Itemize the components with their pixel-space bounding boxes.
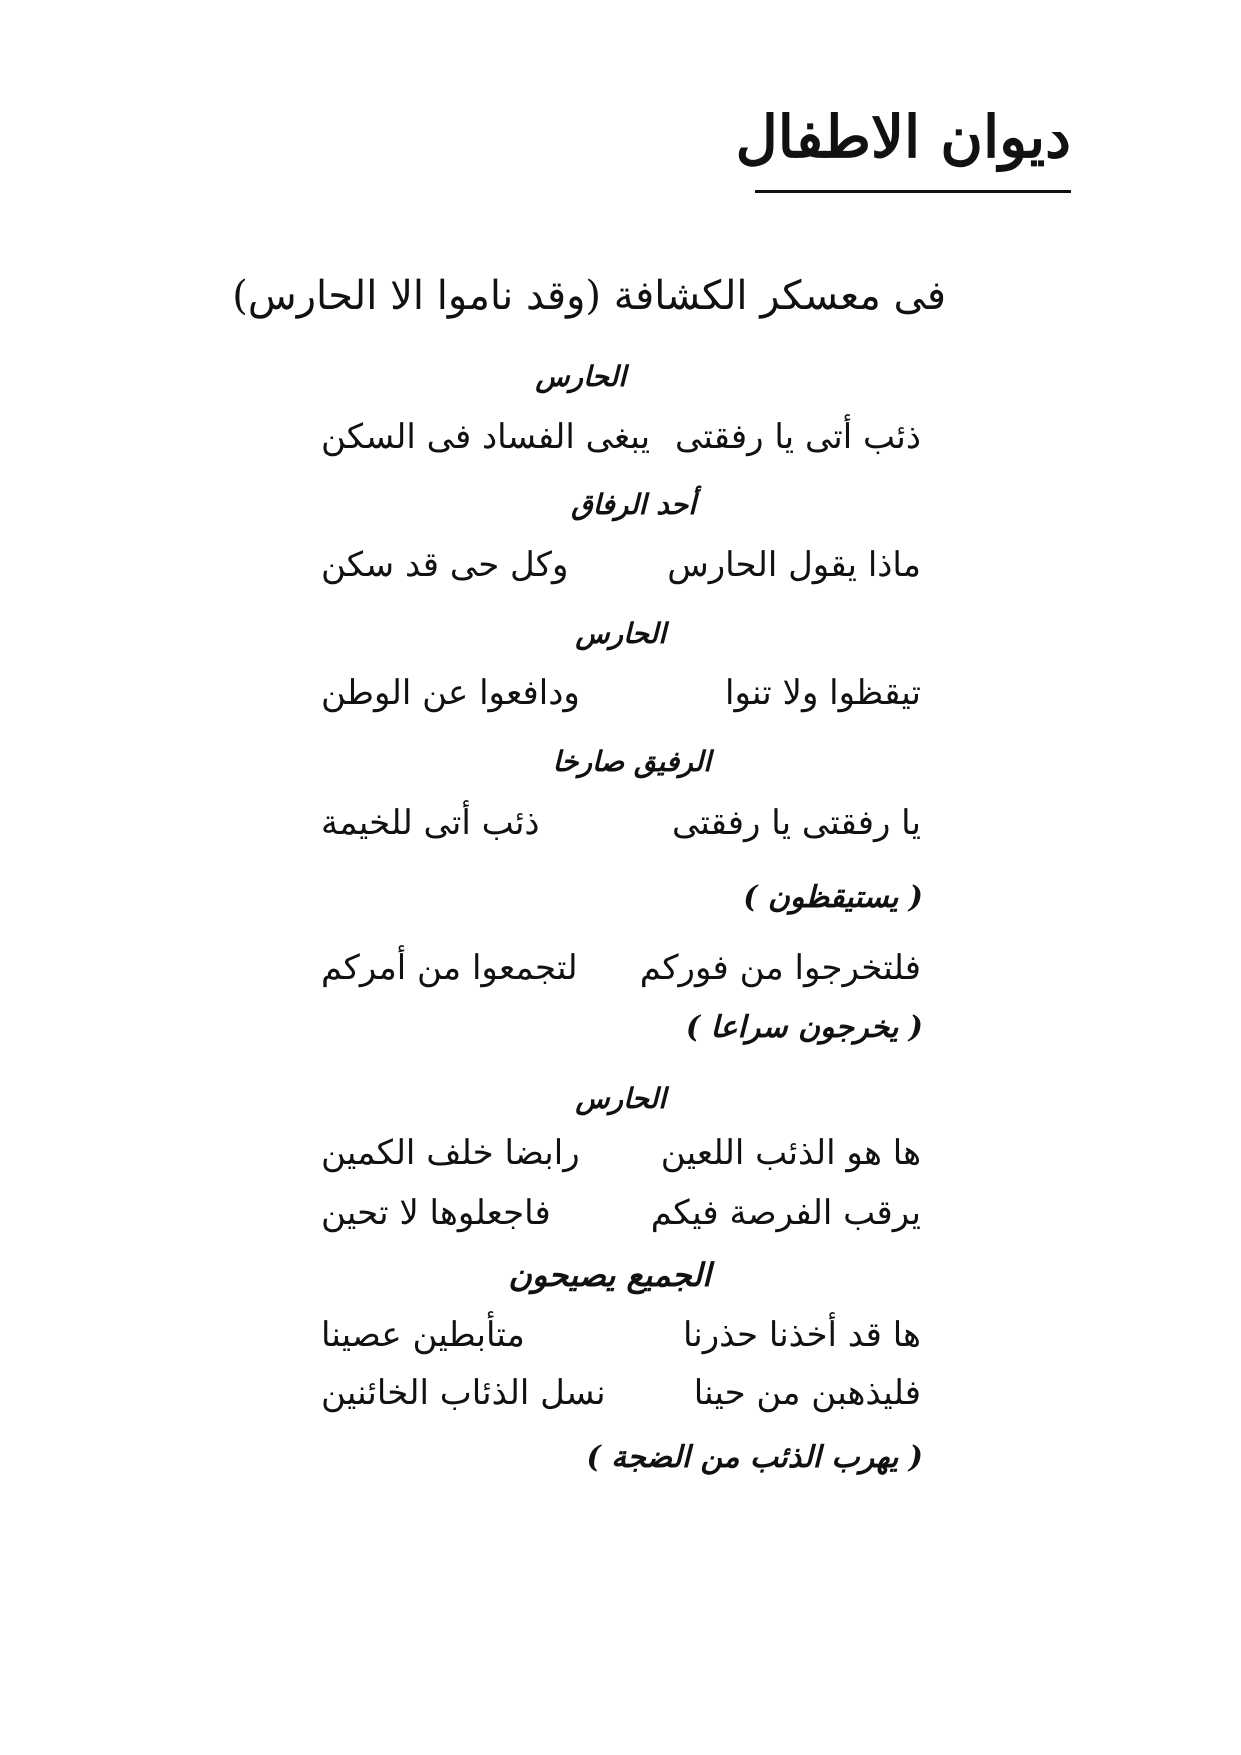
verse-second-hemistich: رابضا خلف الكمين [321, 1133, 580, 1173]
verse-second-hemistich: نسل الذئاب الخائنين [321, 1373, 606, 1413]
verse-first-hemistich: ماذا يقول الحارس [667, 545, 921, 585]
stage-direction: ( يخرجون سراعا ) [685, 1010, 923, 1045]
verse-second-hemistich: يبغى الفساد فى السكن [321, 417, 651, 457]
title-underline [755, 190, 1071, 193]
verse-line [321, 1368, 921, 1418]
verse-first-hemistich: فليذهبن من حينا [693, 1373, 921, 1413]
verse-second-hemistich: ودافعوا عن الوطن [321, 673, 580, 713]
verse-second-hemistich: فاجعلوها لا تحين [321, 1193, 551, 1233]
speaker-label: الحارس [575, 617, 666, 650]
verse-line [321, 540, 921, 590]
speaker-label: الرفيق صارخا [552, 745, 711, 778]
verse-first-hemistich: ها قد أخذنا حذرنا [682, 1315, 921, 1355]
speaker-label: الحارس [535, 360, 626, 393]
speaker-label: الجميع يصيحون [508, 1256, 711, 1294]
stage-direction: ( يهرب الذئب من الضجة ) [586, 1440, 923, 1475]
verse-second-hemistich: متأبطين عصينا [321, 1315, 525, 1355]
verse-second-hemistich: وكل حى قد سكن [321, 545, 569, 585]
verse-line [321, 412, 921, 462]
verse-first-hemistich: ها هو الذئب اللعين [660, 1133, 921, 1173]
verse-first-hemistich: فلتخرجوا من فوركم [639, 948, 921, 988]
stage-direction: ( يستيقظون ) [743, 880, 923, 915]
verse-second-hemistich: لتجمعوا من أمركم [321, 948, 578, 988]
verse-first-hemistich: يرقب الفرصة فيكم [650, 1193, 921, 1233]
verse-line [321, 668, 921, 718]
book-title: ديوان الاطفال [735, 103, 1071, 171]
speaker-label: الحارس [575, 1082, 666, 1115]
verse-first-hemistich: تيقظوا ولا تنوا [725, 673, 921, 713]
poem-title: فى معسكر الكشافة (وقد ناموا الا الحارس) [232, 273, 946, 319]
verse-line [321, 1310, 921, 1360]
verse-second-hemistich: ذئب أتى للخيمة [321, 803, 540, 843]
verse-first-hemistich: يا رفقتى يا رفقتى [671, 803, 921, 843]
verse-line [321, 1188, 921, 1238]
speaker-label: أحد الرفاق [571, 488, 696, 521]
verse-line [321, 1128, 921, 1178]
verse-line [321, 943, 921, 993]
verse-first-hemistich: ذئب أتى يا رفقتى [675, 417, 921, 457]
verse-line [321, 798, 921, 848]
